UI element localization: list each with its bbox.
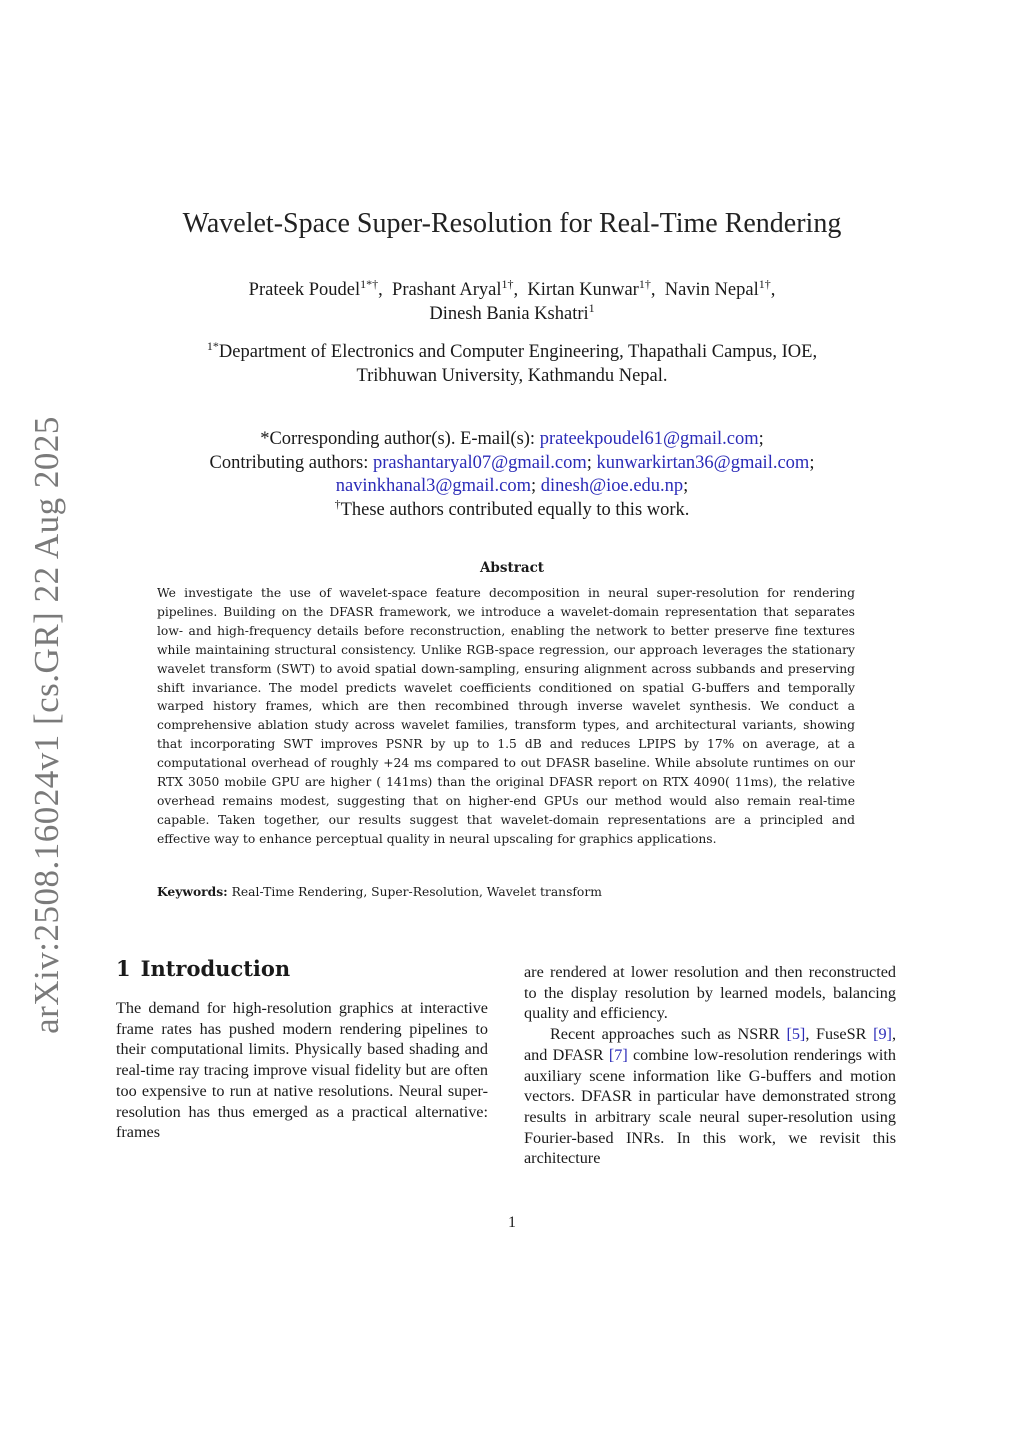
email-link[interactable]: prashantaryal07@gmail.com bbox=[372, 452, 587, 473]
author-affiliation-mark: 1† bbox=[758, 276, 771, 291]
author-affiliation-mark: 1 bbox=[588, 300, 595, 315]
citation-link[interactable]: [7] bbox=[608, 1045, 628, 1064]
contact-info: *Corresponding author(s). E-mail(s): prateekpoudel61@gmail.com; Contributing authors: prashantaryal07@gmail.com; kunwarkirtan36@gmail.com; navinkhanal3@gmail.com; dinesh@ioe.edu.np; †These authors contributed equally to this work. bbox=[209, 429, 815, 520]
email-link[interactable]: kunwarkirtan36@gmail.com bbox=[596, 452, 810, 473]
section-title: Introduction bbox=[140, 956, 291, 981]
left-column bbox=[116, 998, 488, 1143]
email-link[interactable]: navinkhanal3@gmail.com bbox=[335, 476, 531, 496]
arxiv-identifier: arXiv:2508.16024v1 [cs.GR] 22 Aug 2025 bbox=[27, 416, 67, 1034]
author-name: Prashant Aryal bbox=[392, 280, 502, 300]
author-name: Dinesh Bania Kshatri bbox=[429, 304, 589, 324]
author-name: Navin Nepal bbox=[664, 280, 759, 300]
author-affiliation-mark: 1*† bbox=[360, 276, 379, 291]
affiliation bbox=[0, 340, 1024, 388]
corresponding-label: *Corresponding author(s). E-mail(s): bbox=[260, 429, 536, 449]
section-heading bbox=[116, 956, 290, 981]
affiliation-line: Department of Electronics and Computer Engineering, Thapathali Campus, IOE, bbox=[218, 342, 818, 362]
author-name: Kirtan Kunwar bbox=[527, 280, 639, 300]
paper-title: Wavelet-Space Super-Resolution for Real-Time Rendering bbox=[182, 208, 842, 239]
abstract-heading: Abstract bbox=[479, 560, 545, 576]
intro-paragraph bbox=[524, 1024, 896, 1169]
affiliation-line: Tribhuwan University, Kathmandu Nepal. bbox=[356, 366, 668, 386]
paragraph-text: , and DFASR bbox=[524, 1025, 896, 1064]
citation-link[interactable]: [9] bbox=[873, 1025, 892, 1044]
citation-link[interactable]: [5] bbox=[786, 1025, 806, 1044]
author-affiliation-mark: 1† bbox=[638, 276, 651, 291]
right-column bbox=[524, 962, 896, 1169]
paragraph-text: combine low-resolution renderings with auxiliary scene information like G-buffers and motion vectors. DFASR in particular have demonstrated strong results in arbitrary scale neural super-resolution using Fourier-based INRs. In this work, we revisit this architecture bbox=[524, 1045, 896, 1168]
author-list: Prateek Poudel$^{1*\dagger}$, Prashant Aryal$^{1\dagger}$, Kirtan Kunwar$^{1\dagger}$, Navin Nepal$^{1\dagger}$, Dinesh Bania Kshatri$^1$ bbox=[248, 276, 776, 324]
keywords-label: Keywords: bbox=[157, 884, 228, 899]
author-affiliation-mark: 1† bbox=[501, 276, 514, 291]
intro-paragraph-continued: are rendered at lower resolution and then reconstructed to the display resolution by learned models, balancing quality and efficiency. bbox=[524, 963, 896, 1023]
page-number: 1 bbox=[508, 1214, 516, 1231]
abstract-text: We investigate the use of wavelet-space feature decomposition in neural super-resolution for rendering pipelines. Building on the DFASR framework, we introduce a wavelet-domain representation that separates low- and high-frequency details before reconstruction, enabling the network to better preserve fine textures while maintaining structural consistency. Unlike RGB-space regression, our approach leverages the stationary wavelet transform (SWT) to avoid spatial down-sampling, ensuring alignment across subbands and preserving shift invariance. The model predicts wavelet coefficients conditioned on spatial G-buffers and temporally warped history frames, which are then recombined through inverse wavelet synthesis. We conduct a comprehensive ablation study across wavelet families, transform types, and architectural variants, showing that incorporating SWT improves PSNR by up to 1.5 dB and reduces LPIPS by 17% on average, at a computational overhead of roughly +24 ms compared to out DFASR baseline. While absolute runtimes on our RTX 3050 mobile GPU are higher ( 141ms) than the original DFASR report on RTX 4090( 11ms), the relative overhead remains modest, suggesting that on higher-end GPUs our method would also remain real-time capable. Taken together, our results suggest that wavelet-domain representations are a principled and effective way to enhance perceptual quality in neural upscaling for graphics applications. bbox=[157, 586, 855, 846]
email-link[interactable]: dinesh@ioe.edu.np bbox=[540, 476, 684, 496]
affiliation-mark: 1* bbox=[206, 338, 219, 353]
keywords-text: Real-Time Rendering, Super-Resolution, Wavelet transform bbox=[231, 885, 602, 899]
paragraph-text: , FuseSR bbox=[805, 1025, 874, 1044]
section-number: 1 bbox=[116, 956, 131, 981]
author-name: Prateek Poudel bbox=[248, 280, 361, 300]
keywords bbox=[157, 884, 855, 899]
paragraph-text: Recent approaches such as NSRR bbox=[550, 1025, 787, 1044]
equal-contribution-note: These authors contributed equally to this work. bbox=[340, 499, 690, 520]
equal-contribution-mark: † bbox=[334, 496, 341, 511]
intro-paragraph: The demand for high-resolution graphics at interactive frame rates has pushed modern rendering pipelines to their computational limits. Physically based shading and real-time ray tracing improve visual fidelity but are often too expensive to run at native resolutions. Neural super-resolution has thus emerged as a practical alternative: frames bbox=[116, 999, 488, 1142]
contributing-label: Contributing authors: bbox=[209, 452, 369, 473]
email-link[interactable]: prateekpoudel61@gmail.com bbox=[539, 429, 759, 449]
